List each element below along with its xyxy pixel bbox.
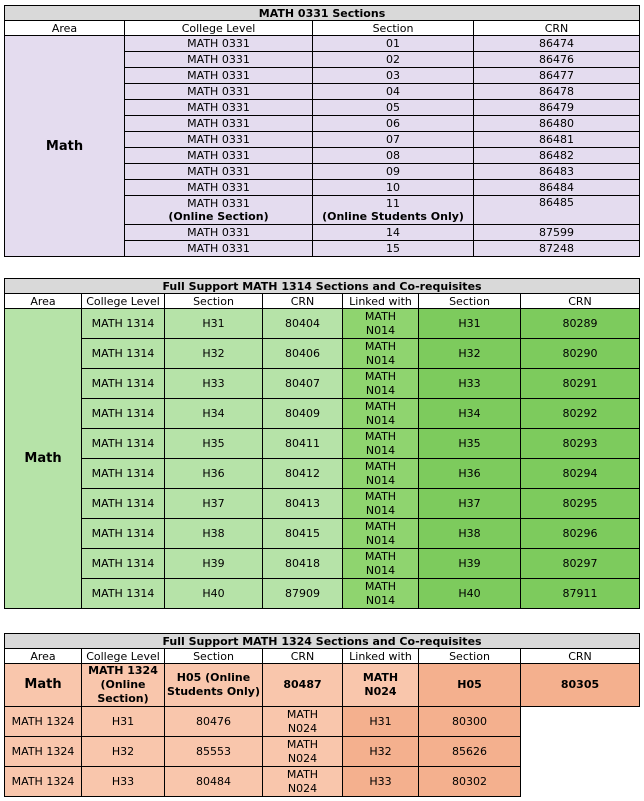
crn-cell: 86483 xyxy=(474,164,640,180)
crn-cell: 80484 xyxy=(165,767,263,797)
course-cell: MATH 0331 xyxy=(125,116,313,132)
linked-subject: MATH xyxy=(364,429,397,443)
linked-subject: MATH xyxy=(364,579,397,593)
linked-crn-cell: 85626 xyxy=(419,737,521,767)
section-cell: H31 xyxy=(82,707,165,737)
linked-subject: MATH xyxy=(286,767,319,781)
header-area: Area xyxy=(5,649,82,664)
section-cell: 05 xyxy=(313,100,474,116)
header-linked-with: Linked with xyxy=(343,649,419,664)
course-cell: MATH 0331 xyxy=(125,36,313,52)
crn-cell: 86474 xyxy=(474,36,640,52)
section-cell: 03 xyxy=(313,68,474,84)
crn-cell: 85553 xyxy=(165,737,263,767)
linked-subject: MATH xyxy=(286,707,319,721)
section-cell: H36 xyxy=(165,459,263,489)
course-cell: MATH 1324 xyxy=(5,737,82,767)
linked-crn-cell: 80294 xyxy=(521,459,640,489)
math-1314-sections-table xyxy=(4,278,640,609)
linked-course: N024 xyxy=(364,685,397,698)
math-1324-sections-table xyxy=(4,633,640,797)
linked-crn-cell: 80297 xyxy=(521,549,640,579)
linked-course: N014 xyxy=(365,413,396,427)
course-name: MATH 1324 xyxy=(88,664,158,677)
section-cell xyxy=(165,664,263,707)
online-students-note: (Online Students Only) xyxy=(322,210,464,223)
linked-crn-cell: 80305 xyxy=(521,664,640,707)
linked-course: N014 xyxy=(365,473,396,487)
header-linked-section: Section xyxy=(419,649,521,664)
section-cell: H35 xyxy=(165,429,263,459)
course-cell: MATH 0331 xyxy=(125,225,313,241)
section-cell: H40 xyxy=(165,579,263,609)
linked-crn-cell: 80290 xyxy=(521,339,640,369)
linked-section-cell: H31 xyxy=(419,309,521,339)
header-linked-with: Linked with xyxy=(343,294,419,309)
header-crn: CRN xyxy=(263,294,343,309)
table-row xyxy=(5,399,640,429)
linked-section-cell: H31 xyxy=(343,707,419,737)
linked-subject: MATH xyxy=(364,489,397,503)
linked-crn-cell: 80291 xyxy=(521,369,640,399)
linked-section-cell: H36 xyxy=(419,459,521,489)
table-title: Full Support MATH 1324 Sections and Co-requisites xyxy=(5,634,640,649)
course-cell: MATH 0331 xyxy=(125,84,313,100)
linked-crn-cell: 80295 xyxy=(521,489,640,519)
linked-section-cell: H32 xyxy=(343,737,419,767)
linked-with-cell xyxy=(343,309,419,339)
linked-subject: MATH xyxy=(364,459,397,473)
crn-cell: 86479 xyxy=(474,100,640,116)
header-linked-section: Section xyxy=(419,294,521,309)
header-section: Section xyxy=(165,294,263,309)
crn-cell: 86484 xyxy=(474,180,640,196)
linked-course: N024 xyxy=(287,721,318,735)
crn-cell: 87248 xyxy=(474,241,640,257)
table-row xyxy=(5,36,640,52)
crn-cell: 87599 xyxy=(474,225,640,241)
linked-course: N014 xyxy=(365,323,396,337)
crn-cell: 86485 xyxy=(474,196,640,225)
linked-with-cell xyxy=(343,399,419,429)
online-section-note: (Online Section) xyxy=(168,210,269,223)
course-cell: MATH 1314 xyxy=(82,429,165,459)
crn-cell: 80404 xyxy=(263,309,343,339)
linked-course: N014 xyxy=(365,563,396,577)
course-cell: MATH 1314 xyxy=(82,309,165,339)
course-cell: MATH 1314 xyxy=(82,459,165,489)
table-row xyxy=(5,309,640,339)
linked-crn-cell: 80302 xyxy=(419,767,521,797)
section-cell: 04 xyxy=(313,84,474,100)
course-cell: MATH 0331 xyxy=(125,100,313,116)
area-cell: Math xyxy=(5,309,82,609)
linked-subject: MATH xyxy=(364,519,397,533)
course-cell: MATH 1314 xyxy=(82,489,165,519)
table-row xyxy=(5,519,640,549)
table-row xyxy=(5,459,640,489)
course-cell xyxy=(82,664,165,707)
linked-subject: MATH xyxy=(364,339,397,353)
math-0331-sections-table xyxy=(4,5,640,257)
crn-cell: 80407 xyxy=(263,369,343,399)
linked-course: N014 xyxy=(365,443,396,457)
linked-subject: MATH xyxy=(364,309,397,323)
linked-subject: MATH xyxy=(286,737,319,751)
header-area: Area xyxy=(5,21,125,36)
area-cell: Math xyxy=(5,664,82,707)
linked-crn-cell: 80300 xyxy=(419,707,521,737)
section-cell: H31 xyxy=(165,309,263,339)
header-area: Area xyxy=(5,294,82,309)
course-cell: MATH 1314 xyxy=(82,579,165,609)
linked-subject: MATH xyxy=(364,399,397,413)
online-note-line2: Section) xyxy=(97,692,149,705)
section-cell: H33 xyxy=(165,369,263,399)
linked-course: N014 xyxy=(365,533,396,547)
section-cell: H32 xyxy=(82,737,165,767)
linked-with-cell xyxy=(343,369,419,399)
section-cell: H32 xyxy=(165,339,263,369)
crn-cell: 86481 xyxy=(474,132,640,148)
crn-cell: 86476 xyxy=(474,52,640,68)
crn-cell: 80406 xyxy=(263,339,343,369)
linked-section-cell: H33 xyxy=(419,369,521,399)
course-cell: MATH 0331 xyxy=(125,68,313,84)
linked-with-cell xyxy=(343,459,419,489)
table-row xyxy=(5,664,640,707)
section-line2: Students Only) xyxy=(167,685,260,698)
section-cell: H33 xyxy=(82,767,165,797)
linked-course: N024 xyxy=(287,781,318,795)
crn-cell: 80412 xyxy=(263,459,343,489)
linked-section-cell: H05 xyxy=(419,664,521,707)
section-cell: 14 xyxy=(313,225,474,241)
course-cell xyxy=(125,196,313,225)
course-cell: MATH 1314 xyxy=(82,519,165,549)
section-cell: 15 xyxy=(313,241,474,257)
section-cell: H38 xyxy=(165,519,263,549)
linked-crn-cell: 87911 xyxy=(521,579,640,609)
table-row xyxy=(5,737,640,767)
section-cell xyxy=(313,196,474,225)
crn-cell: 80413 xyxy=(263,489,343,519)
section-cell: H39 xyxy=(165,549,263,579)
section-cell: H34 xyxy=(165,399,263,429)
online-note-line1: (Online xyxy=(100,678,146,691)
section-cell: 08 xyxy=(313,148,474,164)
header-section: Section xyxy=(313,21,474,36)
crn-cell: 80415 xyxy=(263,519,343,549)
table-title: MATH 0331 Sections xyxy=(5,6,640,21)
linked-with-cell xyxy=(343,429,419,459)
course-cell: MATH 1324 xyxy=(5,767,82,797)
linked-with-cell xyxy=(343,339,419,369)
linked-course: N014 xyxy=(365,383,396,397)
table-row xyxy=(5,339,640,369)
linked-with-cell xyxy=(343,549,419,579)
linked-section-cell: H38 xyxy=(419,519,521,549)
linked-with-cell xyxy=(343,579,419,609)
linked-with-cell xyxy=(343,664,419,707)
linked-course: N014 xyxy=(365,503,396,517)
table-row xyxy=(5,707,640,737)
crn-cell: 80476 xyxy=(165,707,263,737)
linked-with-cell xyxy=(263,737,343,767)
crn-cell: 86480 xyxy=(474,116,640,132)
header-crn: CRN xyxy=(474,21,640,36)
linked-subject: MATH xyxy=(362,671,399,684)
area-cell: Math xyxy=(5,36,125,257)
table-row xyxy=(5,579,640,609)
crn-cell: 80418 xyxy=(263,549,343,579)
crn-cell: 80487 xyxy=(263,664,343,707)
linked-with-cell xyxy=(263,707,343,737)
course-cell: MATH 1314 xyxy=(82,549,165,579)
course-cell: MATH 0331 xyxy=(125,148,313,164)
course-cell: MATH 1314 xyxy=(82,399,165,429)
table-row xyxy=(5,549,640,579)
linked-crn-cell: 80296 xyxy=(521,519,640,549)
course-cell: MATH 0331 xyxy=(125,132,313,148)
course-cell: MATH 0331 xyxy=(125,164,313,180)
crn-cell: 86482 xyxy=(474,148,640,164)
crn-cell: 86477 xyxy=(474,68,640,84)
linked-subject: MATH xyxy=(364,549,397,563)
linked-section-cell: H35 xyxy=(419,429,521,459)
section-line1: H05 (Online xyxy=(176,671,251,684)
linked-with-cell xyxy=(343,489,419,519)
crn-cell: 80409 xyxy=(263,399,343,429)
linked-crn-cell: 80289 xyxy=(521,309,640,339)
linked-section-cell: H32 xyxy=(419,339,521,369)
header-linked-crn: CRN xyxy=(521,294,640,309)
section-cell: 01 xyxy=(313,36,474,52)
course-name: MATH 0331 xyxy=(187,197,250,210)
table-row xyxy=(5,489,640,519)
header-college-level: College Level xyxy=(125,21,313,36)
section-cell: H37 xyxy=(165,489,263,519)
section-cell: 06 xyxy=(313,116,474,132)
table-title: Full Support MATH 1314 Sections and Co-requisites xyxy=(5,279,640,294)
header-college-level: College Level xyxy=(82,649,165,664)
section-cell: 02 xyxy=(313,52,474,68)
course-cell: MATH 1314 xyxy=(82,339,165,369)
linked-with-cell xyxy=(263,767,343,797)
linked-crn-cell: 80293 xyxy=(521,429,640,459)
table-row xyxy=(5,767,640,797)
section-number: 11 xyxy=(386,197,400,210)
linked-section-cell: H33 xyxy=(343,767,419,797)
linked-section-cell: H34 xyxy=(419,399,521,429)
section-cell: 10 xyxy=(313,180,474,196)
linked-section-cell: H40 xyxy=(419,579,521,609)
header-linked-crn: CRN xyxy=(521,649,640,664)
course-cell: MATH 0331 xyxy=(125,180,313,196)
linked-section-cell: H39 xyxy=(419,549,521,579)
table-row xyxy=(5,369,640,399)
section-cell: 07 xyxy=(313,132,474,148)
header-college-level: College Level xyxy=(82,294,165,309)
header-crn: CRN xyxy=(263,649,343,664)
linked-course: N024 xyxy=(287,751,318,765)
linked-crn-cell: 80292 xyxy=(521,399,640,429)
linked-subject: MATH xyxy=(364,369,397,383)
linked-section-cell: H37 xyxy=(419,489,521,519)
table-row xyxy=(5,429,640,459)
crn-cell: 80411 xyxy=(263,429,343,459)
linked-with-cell xyxy=(343,519,419,549)
linked-course: N014 xyxy=(365,353,396,367)
course-cell: MATH 0331 xyxy=(125,52,313,68)
course-cell: MATH 1324 xyxy=(5,707,82,737)
course-cell: MATH 1314 xyxy=(82,369,165,399)
header-section: Section xyxy=(165,649,263,664)
linked-course: N014 xyxy=(365,593,396,607)
crn-cell: 86478 xyxy=(474,84,640,100)
course-cell: MATH 0331 xyxy=(125,241,313,257)
section-cell: 09 xyxy=(313,164,474,180)
crn-cell: 87909 xyxy=(263,579,343,609)
